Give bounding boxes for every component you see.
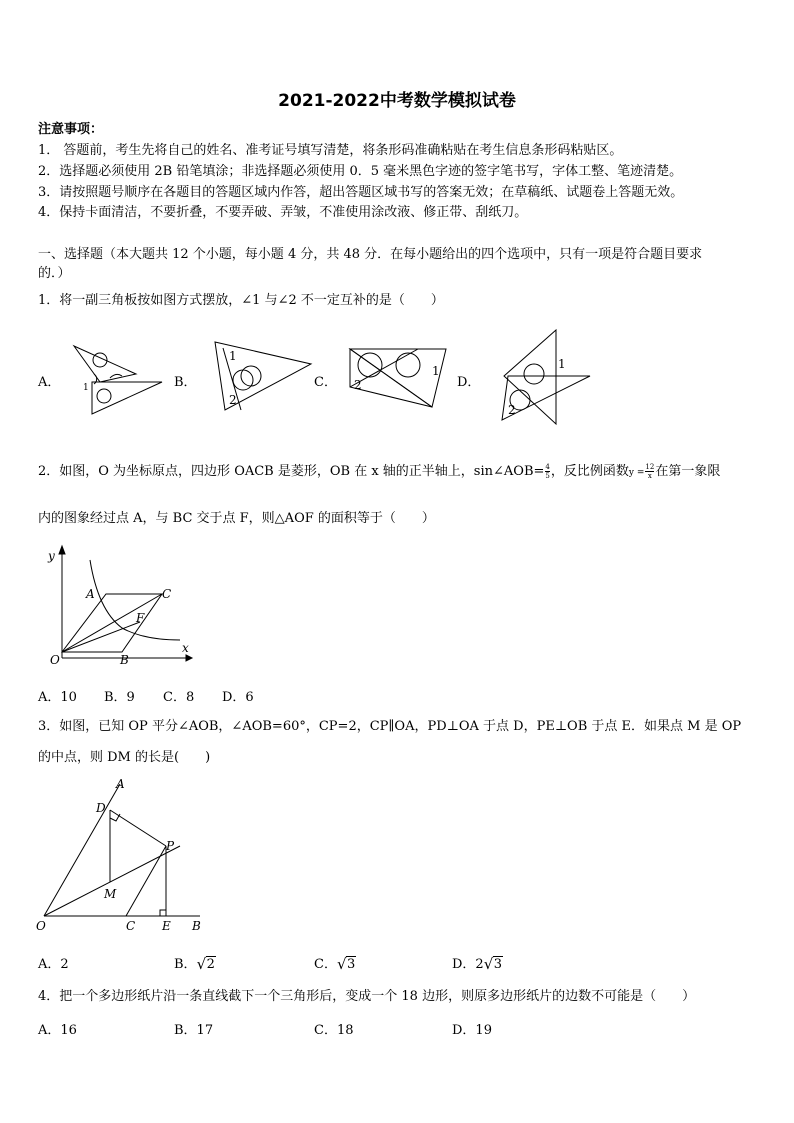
q1-d-angle-2: 2 (508, 403, 516, 417)
q1-c-angle-2: 2 (354, 378, 362, 392)
q3-option-c-sqrt: √ 3 (337, 957, 356, 972)
q3-option-a: A．2 (38, 957, 69, 972)
q3-option-c: C．√ 3 (314, 953, 356, 972)
q2-label-y: y (48, 549, 55, 563)
q3-option-b: B．√ 2 (174, 953, 216, 972)
q1-option-a-label: A． (38, 375, 61, 390)
notice-item: 1． 答题前，考生先将自己的姓名、准考证号填写清楚，将条形码准确粘贴在考生信息条形码粘贴区。 (38, 143, 623, 158)
q1-option-b-label: B． (174, 375, 197, 390)
q3-figure (30, 772, 210, 934)
q1-option-d-label: D． (457, 375, 481, 390)
q2-figure (40, 540, 200, 670)
q1-figure-a (70, 338, 170, 418)
q3-label-e: E (162, 919, 171, 933)
q2-label-a: A (86, 587, 95, 601)
q2-option-d: D．6 (222, 690, 254, 705)
q4-option-c: C．18 (314, 1023, 354, 1038)
page-title: 2021-2022中考数学模拟试卷 (278, 91, 516, 111)
q1-figure-b (207, 338, 317, 418)
q3-option-d: D．2√ 3 (452, 953, 503, 972)
q2-option-c: C．8 (163, 690, 195, 705)
notice-item: 4．保持卡面清洁，不要折叠，不要弄破、弄皱，不准使用涂改液、修正带、刮纸刀。 (38, 205, 528, 220)
question-2-stem (38, 463, 720, 481)
q2-stem-part-c: 在第一象限 (655, 464, 721, 479)
q2-k-fraction: $\frac{12}{x}$ (645, 463, 655, 480)
section-heading: 一、选择题（本大题共 12 个小题，每小题 4 分，共 48 分．在每小题给出的四个选项中，只有一项是符合题目要求 (38, 247, 703, 262)
q2-label-x: x (182, 641, 189, 655)
q2-func-y: y = (628, 468, 645, 478)
q4-option-a: A．16 (38, 1023, 77, 1038)
q4-option-d: D．19 (452, 1023, 492, 1038)
q4-option-b: B．17 (174, 1023, 214, 1038)
q1-figure-c (346, 345, 456, 415)
question-3-stem-cont: 的中点，则 DM 的长是( ) (38, 750, 211, 765)
question-3-stem: 3．如图，已知 OP 平分∠AOB，∠AOB=60°，CP=2，CP∥OA，PD⊥OA 于点 D，PE⊥OB 于点 E．如果点 M 是 OP (38, 719, 742, 734)
q2-sin-fraction: $\frac{4}{5}$ (545, 463, 550, 480)
notice-item: 2．选择题必须使用 2B 铅笔填涂；非选择题必须使用 0．5 毫米黑色字迹的签字笔书写，字体工整、笔迹清楚。 (38, 164, 683, 179)
q3-option-b-sqrt: √ 2 (197, 957, 216, 972)
q2-label-b: B (120, 653, 129, 667)
notice-item: 3．请按照题号顺序在各题目的答题区域内作答，超出答题区域书写的答案无效；在草稿纸、试题卷上答题无效。 (38, 185, 684, 200)
q3-label-c: C (126, 919, 136, 933)
q3-label-d: D (96, 801, 106, 815)
q1-figure-d (498, 328, 598, 428)
q3-label-b: B (192, 919, 201, 933)
q2-label-c: C (162, 587, 172, 601)
q2-option-b: B．9 (104, 690, 135, 705)
q2-option-a: A．10 (38, 690, 77, 705)
q2-label-o: O (50, 653, 60, 667)
q1-b-angle-2: 2 (229, 393, 237, 407)
q3-label-p: P (166, 839, 175, 853)
q3-label-m: M (104, 887, 117, 901)
q1-a-angle-1: 1 (83, 383, 89, 393)
question-2-stem-cont: 内的图象经过点 A，与 BC 交于点 F，则△AOF 的面积等于（ ） (38, 511, 435, 526)
notice-heading: 注意事项： (38, 122, 104, 137)
q3-label-a: A (116, 777, 125, 791)
question-1-stem: 1．将一副三角板按如图方式摆放，∠1 与∠2 不一定互补的是（ ） (38, 293, 444, 308)
q2-label-f: F (136, 611, 145, 625)
q1-option-c-label: C． (314, 375, 337, 390)
q1-b-angle-1: 1 (229, 349, 237, 363)
q1-c-angle-1: 1 (432, 364, 440, 378)
question-4-stem: 4．把一个多边形纸片沿一条直线截下一个三角形后，变成一个 18 边形，则原多边形纸片的边数不可能是（ ） (38, 989, 696, 1004)
section-heading-cont: 的．） (38, 266, 71, 281)
q1-d-angle-1: 1 (558, 357, 566, 371)
q3-option-d-sqrt: √ 3 (484, 957, 503, 972)
q2-stem-part-b: ，反比例函数 (550, 464, 629, 479)
q2-stem-part-a: 2．如图，O 为坐标原点，四边形 OACB 是菱形，OB 在 x 轴的正半轴上，sin∠AOB= (38, 464, 545, 479)
q3-label-o: O (36, 919, 46, 933)
